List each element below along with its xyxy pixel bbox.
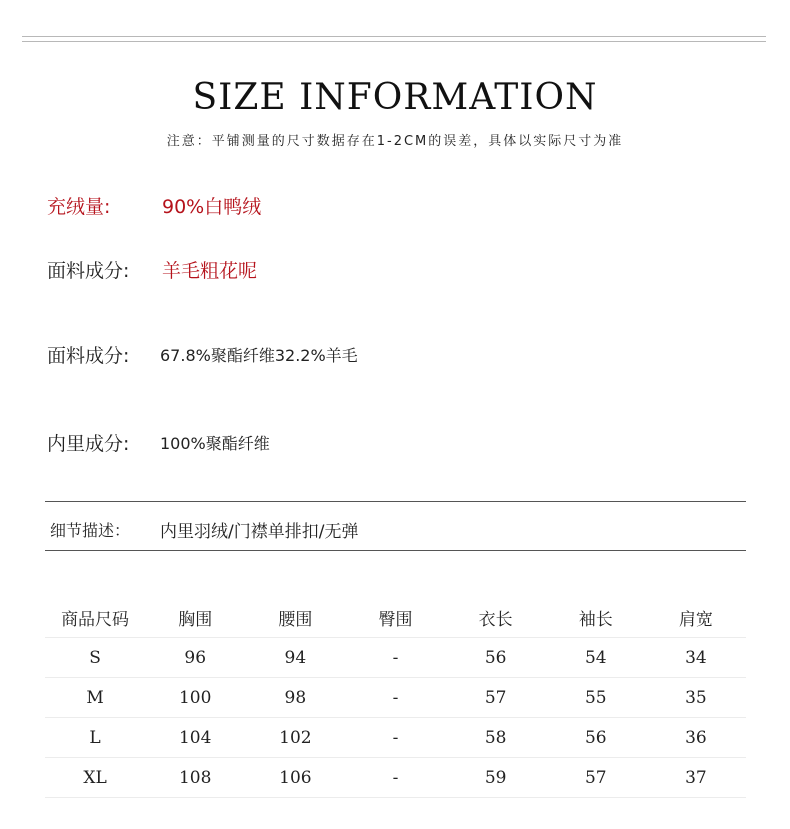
- table-cell: -: [345, 758, 445, 798]
- col-header-chest: 胸围: [145, 598, 245, 638]
- detail-top-divider: [45, 501, 746, 502]
- table-cell: 108: [145, 758, 245, 798]
- table-cell: S: [45, 638, 145, 678]
- fabric-label: 面料成分:: [47, 260, 130, 282]
- col-header-length: 衣长: [446, 598, 546, 638]
- table-cell: 102: [245, 718, 345, 758]
- table-cell: 100: [145, 678, 245, 718]
- table-cell: 58: [446, 718, 546, 758]
- table-cell: 36: [646, 718, 746, 758]
- detail-label: 细节描述：: [50, 521, 131, 540]
- page-title: SIZE INFORMATION: [192, 77, 598, 118]
- fabric-composition-label: 面料成分:: [47, 345, 130, 367]
- table-row: [45, 678, 746, 718]
- lining-label: 内里成分:: [47, 433, 130, 455]
- table-cell: 37: [646, 758, 746, 798]
- table-row: [45, 638, 746, 678]
- table-cell: -: [345, 718, 445, 758]
- table-cell: 96: [145, 638, 245, 678]
- col-header-waist: 腰围: [245, 598, 345, 638]
- table-cell: 94: [245, 638, 345, 678]
- table-cell: 55: [546, 678, 646, 718]
- col-header-size: 商品尺码: [45, 598, 145, 638]
- measurement-note: 注意：平铺测量的尺寸数据存在1-2CM的误差，具体以实际尺寸为准: [166, 134, 624, 149]
- table-cell: 35: [646, 678, 746, 718]
- col-header-hip: 臀围: [345, 598, 445, 638]
- fabric-composition-value: 67.8%聚酯纤维32.2%羊毛: [160, 346, 358, 365]
- table-cell: 57: [546, 758, 646, 798]
- table-header-row: [45, 598, 746, 638]
- table-cell: 34: [646, 638, 746, 678]
- table-cell: 106: [245, 758, 345, 798]
- fill-value: 90%白鸭绒: [162, 196, 262, 218]
- table-cell: L: [45, 718, 145, 758]
- col-header-sleeve: 袖长: [546, 598, 646, 638]
- table-cell: 59: [446, 758, 546, 798]
- table-row: [45, 718, 746, 758]
- lining-value: 100%聚酯纤维: [160, 434, 270, 453]
- fabric-value: 羊毛粗花呢: [162, 260, 258, 282]
- table-cell: XL: [45, 758, 145, 798]
- col-header-shoulder: 肩宽: [646, 598, 746, 638]
- table-cell: 104: [145, 718, 245, 758]
- size-table: [45, 598, 746, 798]
- table-cell: 56: [546, 718, 646, 758]
- table-row: [45, 758, 746, 798]
- table-cell: 57: [446, 678, 546, 718]
- fill-label: 充绒量:: [47, 196, 111, 218]
- detail-bottom-divider: [45, 550, 746, 551]
- table-cell: M: [45, 678, 145, 718]
- table-cell: -: [345, 678, 445, 718]
- table-cell: 98: [245, 678, 345, 718]
- detail-value: 内里羽绒/门襟单排扣/无弹: [160, 522, 359, 542]
- top-divider: [22, 36, 766, 37]
- table-cell: -: [345, 638, 445, 678]
- top-divider: [22, 41, 766, 42]
- table-cell: 56: [446, 638, 546, 678]
- table-cell: 54: [546, 638, 646, 678]
